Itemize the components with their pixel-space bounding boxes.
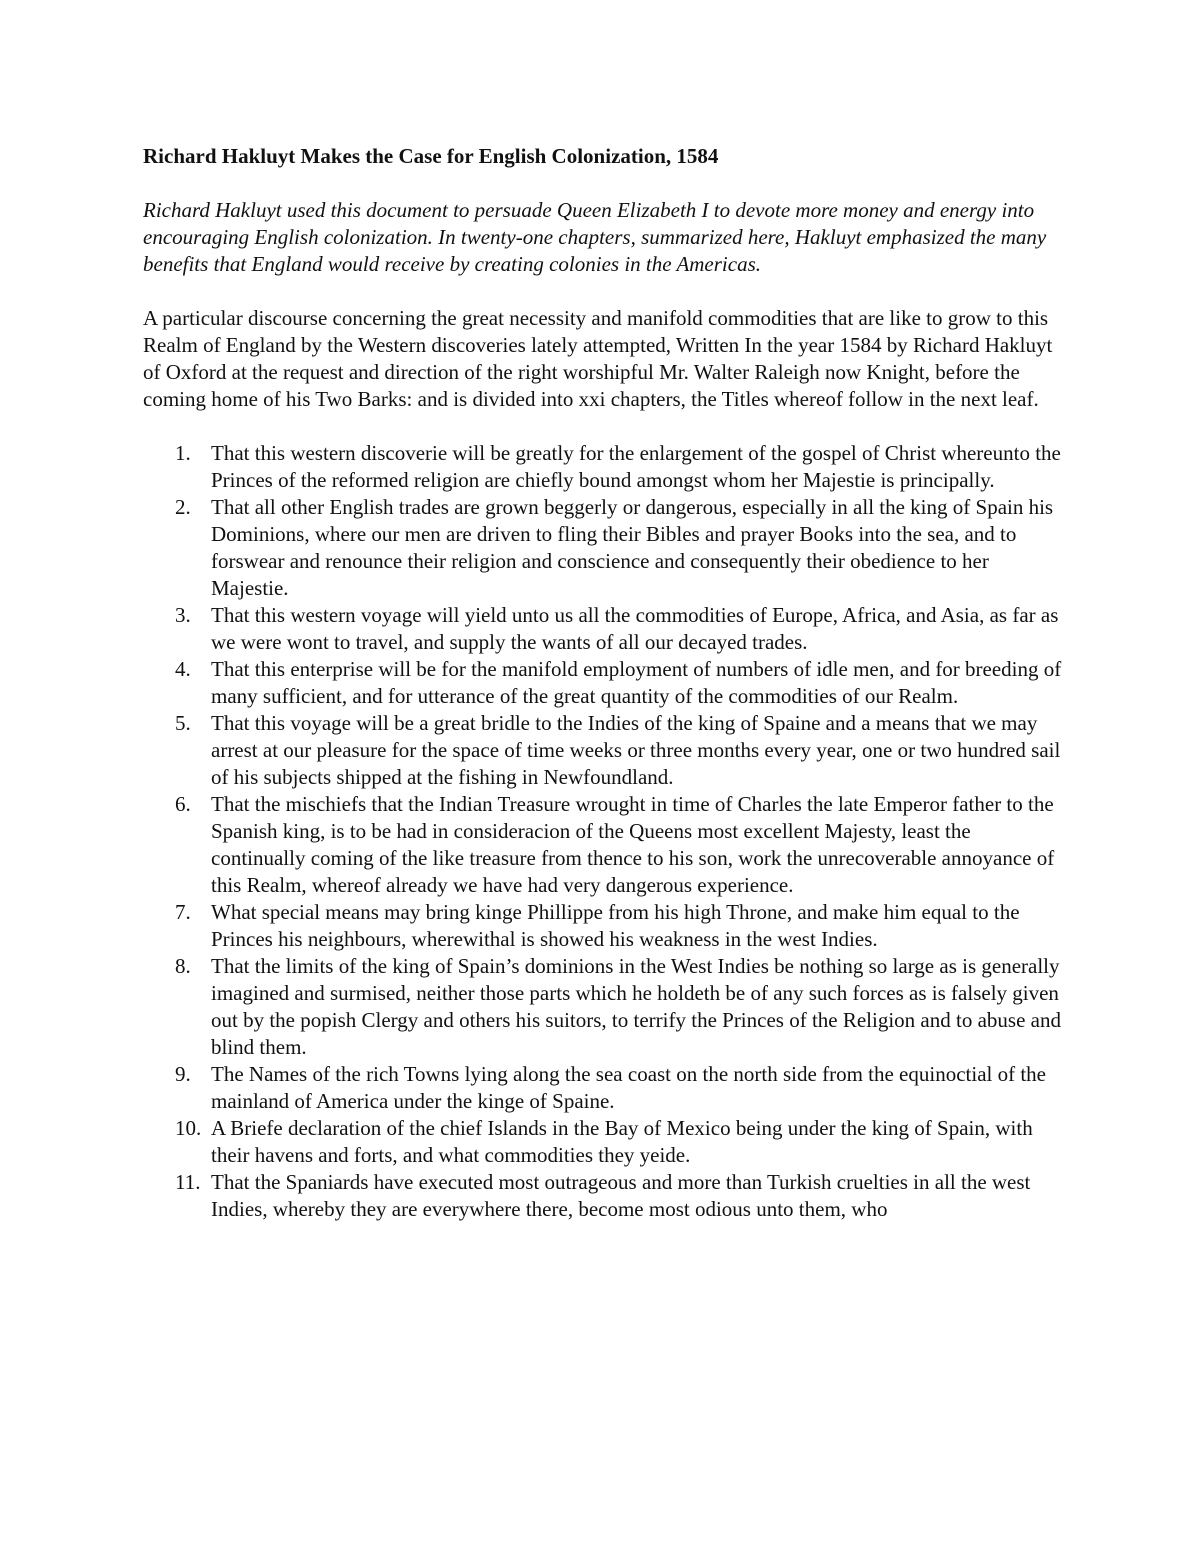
chapter-text: A Briefe declaration of the chief Islands in the Bay of Mexico being under the king of Spain, with their havens and forts, and what commodities they yeide. (211, 1116, 1033, 1167)
chapter-number: 7. (175, 900, 191, 924)
chapter-number: 9. (175, 1062, 191, 1086)
chapter-text: That this western voyage will yield unto us all the commodities of Europe, Africa, and Asia, as far as we were wont to travel, and supply the wants of all our decayed trades. (211, 603, 1059, 654)
document-body (143, 143, 1068, 1223)
chapter-text: That the limits of the king of Spain’s dominions in the West Indies be nothing so large as is generally imagined and surmised, neither those parts which he holdeth be of any such forces as is falsely given out by the popish Clergy and others his suitors, to terrify the Princes of the Religion and to abuse and blind them. (211, 954, 1061, 1059)
chapter-item (143, 440, 1068, 494)
lead-paragraph: A particular discourse concerning the great necessity and manifold commodities that are like to grow to this Realm of England by the Western discoveries lately attempted, Written In the year 1584 by Richard Hakluyt of Oxford at the request and direction of the right worshipful Mr. Walter Raleigh now Knight, before the coming home of his Two Barks: and is divided into xxi chapters, the Titles whereof follow in the next leaf. (143, 306, 1053, 411)
chapter-item (143, 494, 1068, 602)
chapter-list (143, 440, 1068, 1223)
chapter-item (143, 1061, 1068, 1115)
chapter-number: 10. (175, 1116, 202, 1140)
chapter-number: 3. (175, 603, 191, 627)
chapter-item (143, 656, 1068, 710)
chapter-item (143, 602, 1068, 656)
chapter-number: 8. (175, 954, 191, 978)
chapter-item (143, 1169, 1068, 1223)
chapter-number: 1. (175, 441, 191, 465)
chapter-text: That this enterprise will be for the manifold employment of numbers of idle men, and for breeding of many sufficient, and for utterance of the great quantity of the commodities of our Realm. (211, 657, 1062, 708)
chapter-text: That the mischiefs that the Indian Treasure wrought in time of Charles the late Emperor father to the Spanish king, is to be had in consideracion of the Queens most excellent Majesty, least the continually coming of the like treasure from thence to his son, work the unrecoverable annoyance of this Realm, whereof already we have had very dangerous experience. (211, 792, 1055, 897)
chapter-number: 11. (175, 1170, 201, 1194)
chapter-item (143, 710, 1068, 791)
chapter-item (143, 953, 1068, 1061)
chapter-number: 6. (175, 792, 191, 816)
intro-paragraph: Richard Hakluyt used this document to persuade Queen Elizabeth I to devote more money and energy into encouraging English colonization. In twenty-one chapters, summarized here, Hakluyt emphasized the many benefits that England would receive by creating colonies in the Americas. (143, 198, 1047, 276)
chapter-number: 4. (175, 657, 191, 681)
chapter-item (143, 1115, 1068, 1169)
chapter-text: What special means may bring kinge Phillippe from his high Throne, and make him equal to the Princes his neighbours, wherewithal is showed his weakness in the west Indies. (211, 900, 1020, 951)
chapter-text: The Names of the rich Towns lying along the sea coast on the north side from the equinoctial of the mainland of America under the kinge of Spaine. (211, 1062, 1047, 1113)
document-title: Richard Hakluyt Makes the Case for English Colonization, 1584 (143, 144, 719, 168)
chapter-text: That all other English trades are grown beggerly or dangerous, especially in all the king of Spain his Dominions, where our men are driven to fling their Bibles and prayer Books into the sea, and to forswear and renounce their religion and conscience and consequently their obedience to her Majestie. (211, 495, 1054, 600)
chapter-number: 2. (175, 495, 191, 519)
chapter-text: That the Spaniards have executed most outrageous and more than Turkish cruelties in all the west Indies, whereby they are everywhere there, become most odious unto them, who (211, 1170, 1031, 1221)
chapter-item (143, 899, 1068, 953)
chapter-text: That this western discoverie will be greatly for the enlargement of the gospel of Christ whereunto the Princes of the reformed religion are chiefly bound amongst whom her Majestie is principally. (211, 441, 1061, 492)
chapter-text: That this voyage will be a great bridle to the Indies of the king of Spaine and a means that we may arrest at our pleasure for the space of time weeks or three months every year, one or two hundred sail of his subjects shipped at the fishing in Newfoundland. (211, 711, 1061, 789)
chapter-item (143, 791, 1068, 899)
chapter-number: 5. (175, 711, 191, 735)
